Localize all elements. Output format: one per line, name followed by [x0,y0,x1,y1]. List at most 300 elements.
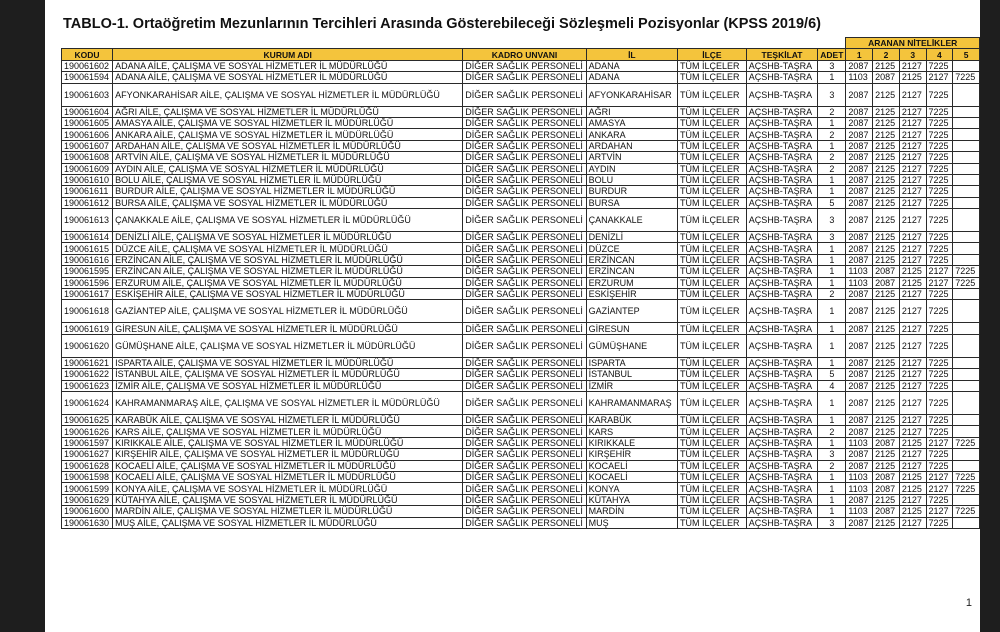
cell-il: BOLU [586,174,677,185]
table-row [62,83,980,106]
cell-ilce: TÜM İLÇELER [678,243,747,254]
cell-ilce: TÜM İLÇELER [678,426,747,437]
cell-adet: 1 [818,174,846,185]
page-title: TABLO-1. Ortaöğretim Mezunlarının Tercihleri Arasında Gösterebileceği Sözleşmeli Pozisyonlar (KPSS 2019/6) [63,16,821,32]
cell-kadro-unvani: DİĞER SAĞLIK PERSONELİ [463,369,586,380]
cell-nitelik-3: 2127 [899,129,926,140]
table-row [62,369,980,380]
cell-il: GÜMÜŞHANE [586,334,677,357]
table-row [62,266,980,277]
cell-adet: 3 [818,517,846,528]
cell-nitelik-4: 7225 [926,334,953,357]
cell-nitelik-1: 2087 [846,174,873,185]
cell-nitelik-3: 2127 [899,357,926,368]
cell-kodu: 190061604 [62,106,113,117]
cell-kurum-adi: KÜTAHYA AİLE, ÇALIŞMA VE SOSYAL HİZMETLER İL MÜDÜRLÜĞÜ [113,494,463,505]
cell-il: DENİZLİ [586,232,677,243]
cell-ilce: TÜM İLÇELER [678,140,747,151]
cell-nitelik-1: 2087 [846,117,873,128]
cell-ilce: TÜM İLÇELER [678,174,747,185]
cell-nitelik-2: 2125 [873,163,900,174]
cell-kadro-unvani: DİĞER SAĞLIK PERSONELİ [463,483,586,494]
cell-il: ADANA [586,72,677,83]
cell-kodu: 190061599 [62,483,113,494]
cell-nitelik-4: 2127 [926,471,953,482]
table-row [62,449,980,460]
cell-nitelik-3: 2127 [899,232,926,243]
cell-kadro-unvani: DİĞER SAĞLIK PERSONELİ [463,323,586,334]
cell-ilce: TÜM İLÇELER [678,209,747,232]
cell-nitelik-4: 7225 [926,289,953,300]
table-row [62,72,980,83]
table-row [62,243,980,254]
cell-kadro-unvani: DİĞER SAĞLIK PERSONELİ [463,380,586,391]
cell-adet: 3 [818,83,846,106]
cell-nitelik-5 [953,449,980,460]
cell-nitelik-1: 2087 [846,152,873,163]
cell-teskilat: AÇSHB-TAŞRA [746,460,818,471]
cell-kadro-unvani: DİĞER SAĞLIK PERSONELİ [463,174,586,185]
cell-ilce: TÜM İLÇELER [678,380,747,391]
cell-kodu: 190061611 [62,186,113,197]
header-kurum-adi: KURUM ADI [113,49,463,60]
cell-ilce: TÜM İLÇELER [678,334,747,357]
cell-ilce: TÜM İLÇELER [678,152,747,163]
cell-ilce: TÜM İLÇELER [678,483,747,494]
cell-adet: 2 [818,152,846,163]
cell-nitelik-3: 2127 [899,323,926,334]
cell-nitelik-3: 2127 [899,494,926,505]
cell-nitelik-3: 2127 [899,117,926,128]
cell-kodu: 190061627 [62,449,113,460]
cell-kurum-adi: AFYONKARAHİSAR AİLE, ÇALIŞMA VE SOSYAL HİZMETLER İL MÜDÜRLÜĞÜ [113,83,463,106]
cell-adet: 1 [818,72,846,83]
cell-il: ERZİNCAN [586,266,677,277]
cell-kodu: 190061621 [62,357,113,368]
cell-il: KOCAELİ [586,460,677,471]
table-row [62,323,980,334]
cell-kodu: 190061628 [62,460,113,471]
page-number: 1 [965,597,972,609]
cell-nitelik-5: 7225 [953,277,980,288]
cell-nitelik-1: 2087 [846,254,873,265]
cell-nitelik-2: 2087 [873,483,900,494]
cell-nitelik-5 [953,129,980,140]
cell-nitelik-4: 2127 [926,277,953,288]
cell-kadro-unvani: DİĞER SAĞLIK PERSONELİ [463,117,586,128]
cell-ilce: TÜM İLÇELER [678,232,747,243]
cell-nitelik-2: 2125 [873,517,900,528]
cell-kodu: 190061595 [62,266,113,277]
cell-ilce: TÜM İLÇELER [678,289,747,300]
cell-adet: 5 [818,197,846,208]
cell-nitelik-2: 2087 [873,506,900,517]
cell-kadro-unvani: DİĞER SAĞLIK PERSONELİ [463,266,586,277]
cell-nitelik-4: 7225 [926,517,953,528]
cell-kurum-adi: DÜZCE AİLE, ÇALIŞMA VE SOSYAL HİZMETLER İL MÜDÜRLÜĞÜ [113,243,463,254]
cell-nitelik-3: 2125 [899,72,926,83]
cell-nitelik-1: 2087 [846,300,873,323]
table-row [62,414,980,425]
cell-kodu: 190061618 [62,300,113,323]
table-row [62,140,980,151]
cell-kodu: 190061624 [62,391,113,414]
cell-nitelik-4: 7225 [926,300,953,323]
table-row [62,163,980,174]
cell-kadro-unvani: DİĞER SAĞLIK PERSONELİ [463,232,586,243]
cell-adet: 2 [818,163,846,174]
cell-ilce: TÜM İLÇELER [678,72,747,83]
table-row [62,254,980,265]
cell-kadro-unvani: DİĞER SAĞLIK PERSONELİ [463,129,586,140]
cell-nitelik-5 [953,380,980,391]
cell-teskilat: AÇSHB-TAŞRA [746,483,818,494]
cell-kodu: 190061622 [62,369,113,380]
table-row [62,506,980,517]
cell-kurum-adi: ERZİNCAN AİLE, ÇALIŞMA VE SOSYAL HİZMETLER İL MÜDÜRLÜĞÜ [113,254,463,265]
cell-adet: 1 [818,483,846,494]
cell-il: KIRŞEHİR [586,449,677,460]
cell-nitelik-5 [953,254,980,265]
cell-nitelik-1: 2087 [846,243,873,254]
cell-nitelik-3: 2127 [899,300,926,323]
cell-nitelik-5 [953,83,980,106]
cell-il: ADANA [586,60,677,71]
cell-kadro-unvani: DİĞER SAĞLIK PERSONELİ [463,460,586,471]
cell-kodu: 190061625 [62,414,113,425]
cell-kurum-adi: GAZİANTEP AİLE, ÇALIŞMA VE SOSYAL HİZMETLER İL MÜDÜRLÜĞÜ [113,300,463,323]
cell-teskilat: AÇSHB-TAŞRA [746,197,818,208]
cell-nitelik-5 [953,494,980,505]
cell-kadro-unvani: DİĞER SAĞLIK PERSONELİ [463,426,586,437]
cell-kadro-unvani: DİĞER SAĞLIK PERSONELİ [463,437,586,448]
header-nitelik-4: 4 [926,49,953,60]
table-row [62,471,980,482]
cell-nitelik-3: 2127 [899,380,926,391]
cell-il: ISPARTA [586,357,677,368]
cell-kadro-unvani: DİĞER SAĞLIK PERSONELİ [463,60,586,71]
cell-nitelik-4: 2127 [926,437,953,448]
cell-nitelik-1: 2087 [846,60,873,71]
cell-nitelik-2: 2125 [873,391,900,414]
cell-teskilat: AÇSHB-TAŞRA [746,129,818,140]
cell-nitelik-5 [953,163,980,174]
cell-nitelik-3: 2127 [899,163,926,174]
cell-nitelik-5 [953,357,980,368]
cell-kadro-unvani: DİĞER SAĞLIK PERSONELİ [463,83,586,106]
cell-teskilat: AÇSHB-TAŞRA [746,334,818,357]
cell-nitelik-2: 2125 [873,380,900,391]
header-nitelik-2: 2 [873,49,900,60]
cell-ilce: TÜM İLÇELER [678,323,747,334]
cell-nitelik-4: 7225 [926,414,953,425]
cell-teskilat: AÇSHB-TAŞRA [746,117,818,128]
cell-kodu: 190061600 [62,506,113,517]
cell-nitelik-3: 2127 [899,289,926,300]
cell-nitelik-5: 7225 [953,483,980,494]
cell-nitelik-3: 2127 [899,186,926,197]
cell-kurum-adi: KOCAELİ AİLE, ÇALIŞMA VE SOSYAL HİZMETLER İL MÜDÜRLÜĞÜ [113,471,463,482]
cell-nitelik-2: 2125 [873,140,900,151]
cell-kadro-unvani: DİĞER SAĞLIK PERSONELİ [463,140,586,151]
cell-nitelik-1: 1103 [846,72,873,83]
cell-adet: 1 [818,300,846,323]
cell-kadro-unvani: DİĞER SAĞLIK PERSONELİ [463,300,586,323]
cell-kadro-unvani: DİĞER SAĞLIK PERSONELİ [463,334,586,357]
cell-nitelik-1: 2087 [846,197,873,208]
cell-nitelik-5 [953,334,980,357]
cell-nitelik-4: 7225 [926,140,953,151]
cell-teskilat: AÇSHB-TAŞRA [746,60,818,71]
cell-nitelik-3: 2127 [899,517,926,528]
cell-kodu: 190061603 [62,83,113,106]
cell-teskilat: AÇSHB-TAŞRA [746,494,818,505]
cell-kadro-unvani: DİĞER SAĞLIK PERSONELİ [463,277,586,288]
cell-nitelik-2: 2125 [873,494,900,505]
cell-adet: 2 [818,426,846,437]
cell-nitelik-1: 1103 [846,483,873,494]
cell-adet: 1 [818,277,846,288]
cell-adet: 5 [818,369,846,380]
cell-il: GİRESUN [586,323,677,334]
cell-adet: 3 [818,60,846,71]
cell-adet: 1 [818,140,846,151]
table-row [62,60,980,71]
cell-adet: 1 [818,506,846,517]
cell-il: KAHRAMANMARAŞ [586,391,677,414]
cell-nitelik-3: 2127 [899,152,926,163]
cell-nitelik-3: 2125 [899,277,926,288]
cell-il: ARDAHAN [586,140,677,151]
cell-nitelik-2: 2125 [873,254,900,265]
cell-nitelik-2: 2125 [873,334,900,357]
cell-kodu: 190061607 [62,140,113,151]
cell-nitelik-3: 2127 [899,449,926,460]
cell-nitelik-3: 2125 [899,266,926,277]
cell-kurum-adi: GİRESUN AİLE, ÇALIŞMA VE SOSYAL HİZMETLER İL MÜDÜRLÜĞÜ [113,323,463,334]
cell-il: KÜTAHYA [586,494,677,505]
cell-adet: 1 [818,471,846,482]
cell-kodu: 190061602 [62,60,113,71]
cell-nitelik-5: 7225 [953,266,980,277]
group-header-row [62,38,980,49]
cell-il: İSTANBUL [586,369,677,380]
cell-kadro-unvani: DİĞER SAĞLIK PERSONELİ [463,243,586,254]
cell-ilce: TÜM İLÇELER [678,83,747,106]
cell-kurum-adi: KIRŞEHİR AİLE, ÇALIŞMA VE SOSYAL HİZMETLER İL MÜDÜRLÜĞÜ [113,449,463,460]
cell-teskilat: AÇSHB-TAŞRA [746,243,818,254]
cell-nitelik-2: 2125 [873,186,900,197]
table-row [62,209,980,232]
cell-il: ANKARA [586,129,677,140]
cell-nitelik-5 [953,289,980,300]
cell-nitelik-5 [953,300,980,323]
header-kadro-unvani: KADRO UNVANI [463,49,586,60]
cell-nitelik-4: 7225 [926,449,953,460]
cell-il: AFYONKARAHİSAR [586,83,677,106]
cell-nitelik-4: 7225 [926,106,953,117]
table-row [62,197,980,208]
table-row [62,300,980,323]
cell-il: MARDİN [586,506,677,517]
cell-ilce: TÜM İLÇELER [678,437,747,448]
table-row [62,483,980,494]
cell-kodu: 190061612 [62,197,113,208]
cell-teskilat: AÇSHB-TAŞRA [746,391,818,414]
cell-kurum-adi: ESKİŞEHİR AİLE, ÇALIŞMA VE SOSYAL HİZMETLER İL MÜDÜRLÜĞÜ [113,289,463,300]
cell-nitelik-2: 2125 [873,243,900,254]
cell-nitelik-4: 7225 [926,369,953,380]
header-kodu: KODU [62,49,113,60]
header-nitelik-1: 1 [846,49,873,60]
cell-adet: 1 [818,391,846,414]
cell-nitelik-1: 2087 [846,129,873,140]
cell-il: KARABÜK [586,414,677,425]
cell-ilce: TÜM İLÇELER [678,414,747,425]
cell-teskilat: AÇSHB-TAŞRA [746,163,818,174]
cell-teskilat: AÇSHB-TAŞRA [746,232,818,243]
cell-kurum-adi: ANKARA AİLE, ÇALIŞMA VE SOSYAL HİZMETLER İL MÜDÜRLÜĞÜ [113,129,463,140]
cell-kadro-unvani: DİĞER SAĞLIK PERSONELİ [463,517,586,528]
cell-teskilat: AÇSHB-TAŞRA [746,437,818,448]
cell-nitelik-4: 7225 [926,152,953,163]
cell-kadro-unvani: DİĞER SAĞLIK PERSONELİ [463,357,586,368]
cell-teskilat: AÇSHB-TAŞRA [746,72,818,83]
cell-ilce: TÜM İLÇELER [678,300,747,323]
cell-adet: 1 [818,437,846,448]
cell-teskilat: AÇSHB-TAŞRA [746,449,818,460]
cell-nitelik-2: 2125 [873,449,900,460]
cell-nitelik-1: 2087 [846,289,873,300]
table-row [62,277,980,288]
group-header-aranan-nitelikler: ARANAN NİTELİKLER [846,38,980,49]
cell-nitelik-2: 2125 [873,152,900,163]
cell-adet: 2 [818,460,846,471]
cell-adet: 2 [818,106,846,117]
cell-il: ÇANAKKALE [586,209,677,232]
cell-nitelik-5 [953,243,980,254]
cell-nitelik-3: 2127 [899,83,926,106]
table-row [62,117,980,128]
cell-il: AĞRI [586,106,677,117]
cell-kurum-adi: BURDUR AİLE, ÇALIŞMA VE SOSYAL HİZMETLER İL MÜDÜRLÜĞÜ [113,186,463,197]
cell-adet: 3 [818,449,846,460]
header-nitelik-5: 5 [953,49,980,60]
cell-nitelik-4: 2127 [926,72,953,83]
cell-teskilat: AÇSHB-TAŞRA [746,106,818,117]
cell-kadro-unvani: DİĞER SAĞLIK PERSONELİ [463,289,586,300]
cell-nitelik-2: 2125 [873,232,900,243]
cell-nitelik-1: 1103 [846,506,873,517]
header-adet: ADET [818,49,846,60]
cell-ilce: TÜM İLÇELER [678,129,747,140]
cell-nitelik-1: 2087 [846,357,873,368]
cell-adet: 2 [818,129,846,140]
cell-nitelik-3: 2127 [899,369,926,380]
cell-kurum-adi: DENİZLİ AİLE, ÇALIŞMA VE SOSYAL HİZMETLER İL MÜDÜRLÜĞÜ [113,232,463,243]
cell-ilce: TÜM İLÇELER [678,449,747,460]
cell-nitelik-1: 2087 [846,460,873,471]
cell-nitelik-3: 2127 [899,414,926,425]
cell-ilce: TÜM İLÇELER [678,391,747,414]
cell-kurum-adi: KIRIKKALE AİLE, ÇALIŞMA VE SOSYAL HİZMETLER İL MÜDÜRLÜĞÜ [113,437,463,448]
cell-kadro-unvani: DİĞER SAĞLIK PERSONELİ [463,391,586,414]
cell-nitelik-2: 2125 [873,323,900,334]
cell-adet: 1 [818,117,846,128]
cell-nitelik-2: 2087 [873,277,900,288]
cell-nitelik-1: 2087 [846,449,873,460]
cell-nitelik-1: 2087 [846,494,873,505]
cell-nitelik-4: 2127 [926,483,953,494]
cell-teskilat: AÇSHB-TAŞRA [746,277,818,288]
cell-nitelik-1: 2087 [846,426,873,437]
cell-nitelik-2: 2125 [873,60,900,71]
cell-kodu: 190061597 [62,437,113,448]
cell-ilce: TÜM İLÇELER [678,197,747,208]
cell-nitelik-3: 2127 [899,460,926,471]
cell-nitelik-2: 2125 [873,197,900,208]
cell-nitelik-2: 2087 [873,437,900,448]
table-row [62,289,980,300]
cell-nitelik-5 [953,460,980,471]
cell-kadro-unvani: DİĞER SAĞLIK PERSONELİ [463,209,586,232]
cell-kadro-unvani: DİĞER SAĞLIK PERSONELİ [463,152,586,163]
cell-adet: 3 [818,232,846,243]
cell-ilce: TÜM İLÇELER [678,60,747,71]
table-row [62,334,980,357]
cell-kadro-unvani: DİĞER SAĞLIK PERSONELİ [463,186,586,197]
table-row [62,232,980,243]
cell-nitelik-5 [953,106,980,117]
cell-kurum-adi: MARDİN AİLE, ÇALIŞMA VE SOSYAL HİZMETLER İL MÜDÜRLÜĞÜ [113,506,463,517]
cell-ilce: TÜM İLÇELER [678,117,747,128]
cell-il: KONYA [586,483,677,494]
cell-teskilat: AÇSHB-TAŞRA [746,414,818,425]
cell-ilce: TÜM İLÇELER [678,471,747,482]
cell-nitelik-4: 7225 [926,357,953,368]
cell-ilce: TÜM İLÇELER [678,254,747,265]
cell-kurum-adi: ERZURUM AİLE, ÇALIŞMA VE SOSYAL HİZMETLER İL MÜDÜRLÜĞÜ [113,277,463,288]
cell-teskilat: AÇSHB-TAŞRA [746,186,818,197]
cell-kurum-adi: BURSA AİLE, ÇALIŞMA VE SOSYAL HİZMETLER İL MÜDÜRLÜĞÜ [113,197,463,208]
cell-kadro-unvani: DİĞER SAĞLIK PERSONELİ [463,506,586,517]
cell-nitelik-2: 2125 [873,106,900,117]
cell-ilce: TÜM İLÇELER [678,517,747,528]
cell-kurum-adi: ISPARTA AİLE, ÇALIŞMA VE SOSYAL HİZMETLER İL MÜDÜRLÜĞÜ [113,357,463,368]
cell-kodu: 190061620 [62,334,113,357]
cell-kodu: 190061610 [62,174,113,185]
cell-nitelik-2: 2125 [873,357,900,368]
cell-kodu: 190061613 [62,209,113,232]
cell-nitelik-3: 2127 [899,243,926,254]
cell-adet: 1 [818,357,846,368]
cell-nitelik-5: 7225 [953,471,980,482]
cell-nitelik-4: 7225 [926,117,953,128]
cell-kurum-adi: ARTVİN AİLE, ÇALIŞMA VE SOSYAL HİZMETLER İL MÜDÜRLÜĞÜ [113,152,463,163]
positions-table [61,37,980,529]
cell-ilce: TÜM İLÇELER [678,106,747,117]
cell-nitelik-5 [953,232,980,243]
cell-nitelik-2: 2125 [873,83,900,106]
cell-nitelik-4: 7225 [926,163,953,174]
cell-nitelik-4: 7225 [926,426,953,437]
table-row [62,494,980,505]
cell-nitelik-2: 2125 [873,369,900,380]
cell-nitelik-1: 1103 [846,266,873,277]
cell-kurum-adi: BOLU AİLE, ÇALIŞMA VE SOSYAL HİZMETLER İL MÜDÜRLÜĞÜ [113,174,463,185]
cell-ilce: TÜM İLÇELER [678,357,747,368]
cell-kurum-adi: GÜMÜŞHANE AİLE, ÇALIŞMA VE SOSYAL HİZMETLER İL MÜDÜRLÜĞÜ [113,334,463,357]
